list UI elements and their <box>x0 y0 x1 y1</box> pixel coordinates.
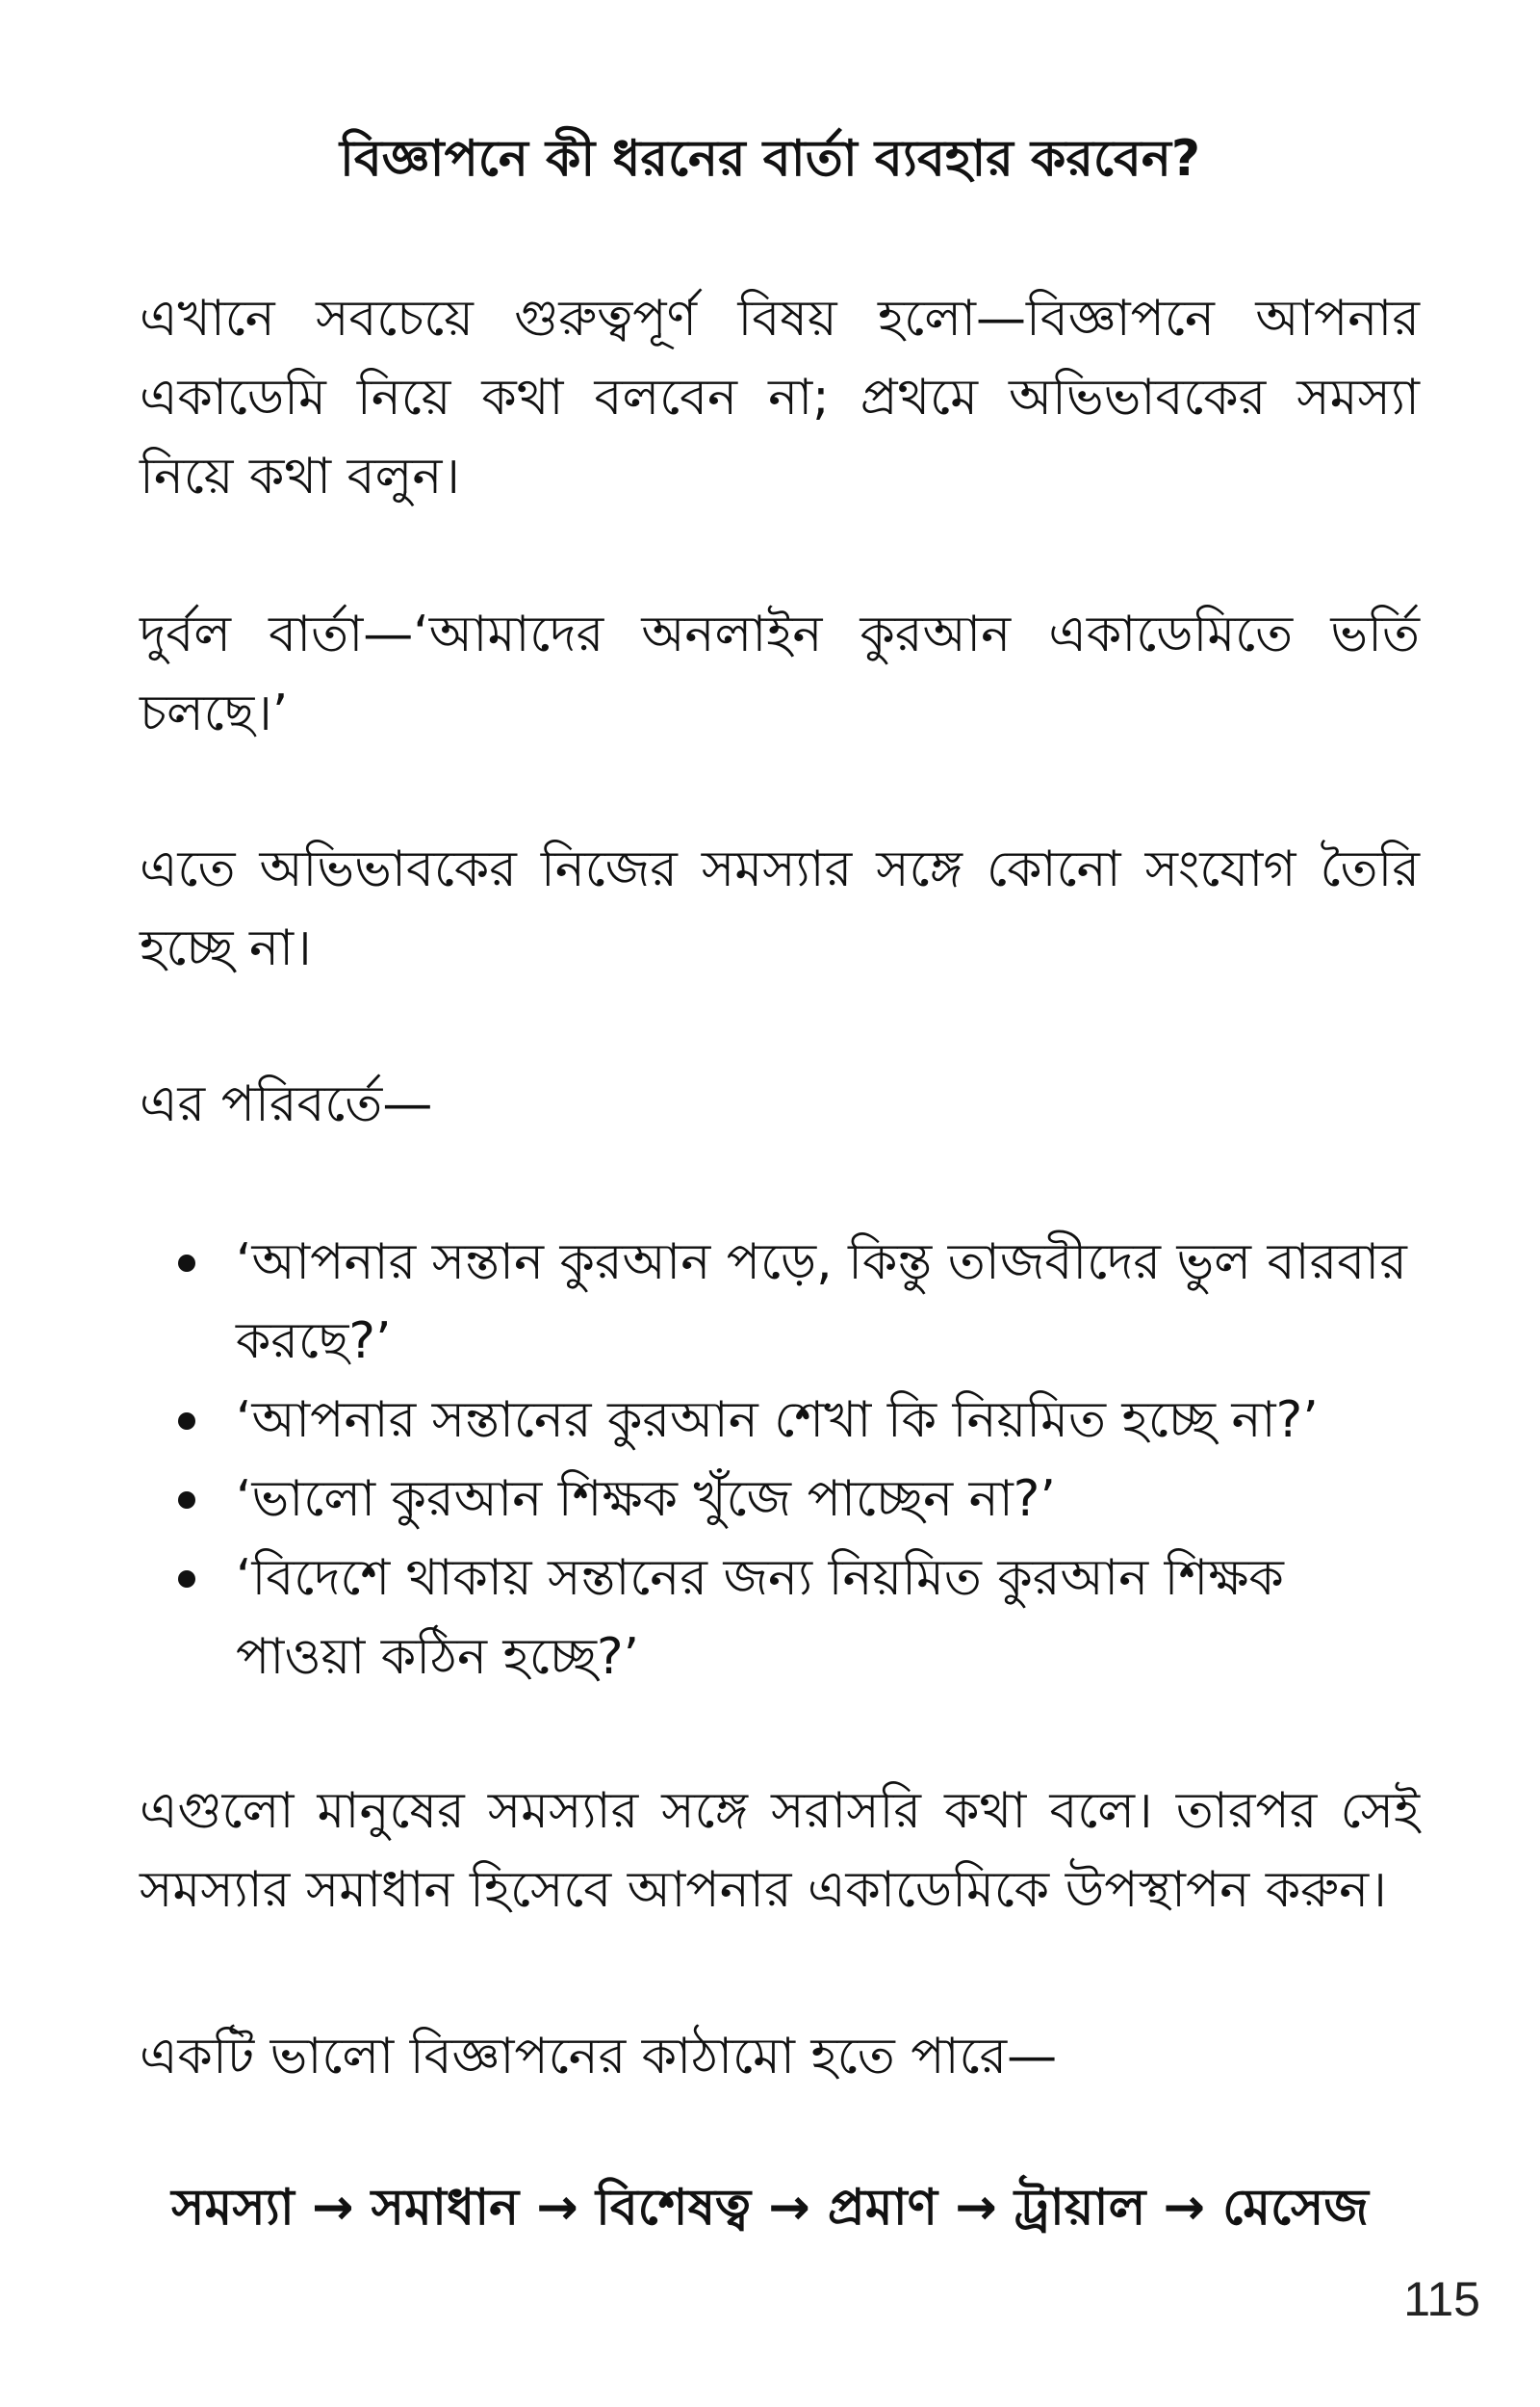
no-connection-paragraph: এতে অভিভাবকের নিজের সমস্যার সঙ্গে কোনো সংযোগ তৈরি হচ্ছে না। <box>140 841 1420 977</box>
bullet-icon <box>178 1255 195 1272</box>
list-item <box>140 1223 1420 1381</box>
structure-intro-paragraph: একটি ভালো বিজ্ঞাপনের কাঠামো হতে পারে— <box>140 2028 1058 2085</box>
list-item <box>140 1539 1420 1696</box>
ad-structure-flow: সমস্যা → সমাধান → বিশেষত্ব → প্রমাণ → ট্রায়াল → মেসেজ <box>171 2179 1369 2237</box>
weak-message-paragraph: দুর্বল বার্তা—‘আমাদের অনলাইন কুরআন একাডেমিতে ভর্তি চলছে।’ <box>140 606 1420 742</box>
intro-paragraph: এখানে সবচেয়ে গুরুত্বপূর্ণ বিষয় হলো—বিজ্ঞাপনে আপনার একাডেমি নিয়ে কথা বলবেন না; প্রথমে অভিভাবকের সমস্যা নিয়ে কথা বলুন। <box>140 290 1420 505</box>
example-messages-list <box>140 1223 1420 1696</box>
list-item-text: ‘আপনার সন্তান কুরআন পড়ে, কিন্তু তাজবীদের ভুল বারবার করছে?’ <box>236 1233 1407 1370</box>
instead-paragraph: এর পরিবর্তে— <box>140 1075 433 1133</box>
list-item-text: ‘ভালো কুরআন শিক্ষক খুঁজে পাচ্ছেন না?’ <box>236 1470 1056 1528</box>
section-heading: বিজ্ঞাপনে কী ধরনের বার্তা ব্যবহার করবেন? <box>339 130 1201 188</box>
bullet-icon <box>178 1491 195 1509</box>
bullet-icon <box>178 1412 195 1430</box>
list-item <box>140 1381 1420 1460</box>
list-item-text: ‘বিদেশে থাকায় সন্তানের জন্য নিয়মিত কুরআন শিক্ষক পাওয়া কঠিন হচ্ছে?’ <box>236 1549 1284 1686</box>
direct-talk-paragraph: এগুলো মানুষের সমস্যার সঙ্গে সরাসরি কথা বলে। তারপর সেই সমস্যার সমাধান হিসেবে আপনার একাডেমিকে উপস্থাপন করুন। <box>140 1782 1420 1919</box>
list-item-text: ‘আপনার সন্তানের কুরআন শেখা কি নিয়মিত হচ্ছে না?’ <box>236 1391 1319 1449</box>
page-number: 115 <box>1403 2272 1480 2326</box>
bullet-icon <box>178 1570 195 1588</box>
list-item <box>140 1460 1420 1539</box>
